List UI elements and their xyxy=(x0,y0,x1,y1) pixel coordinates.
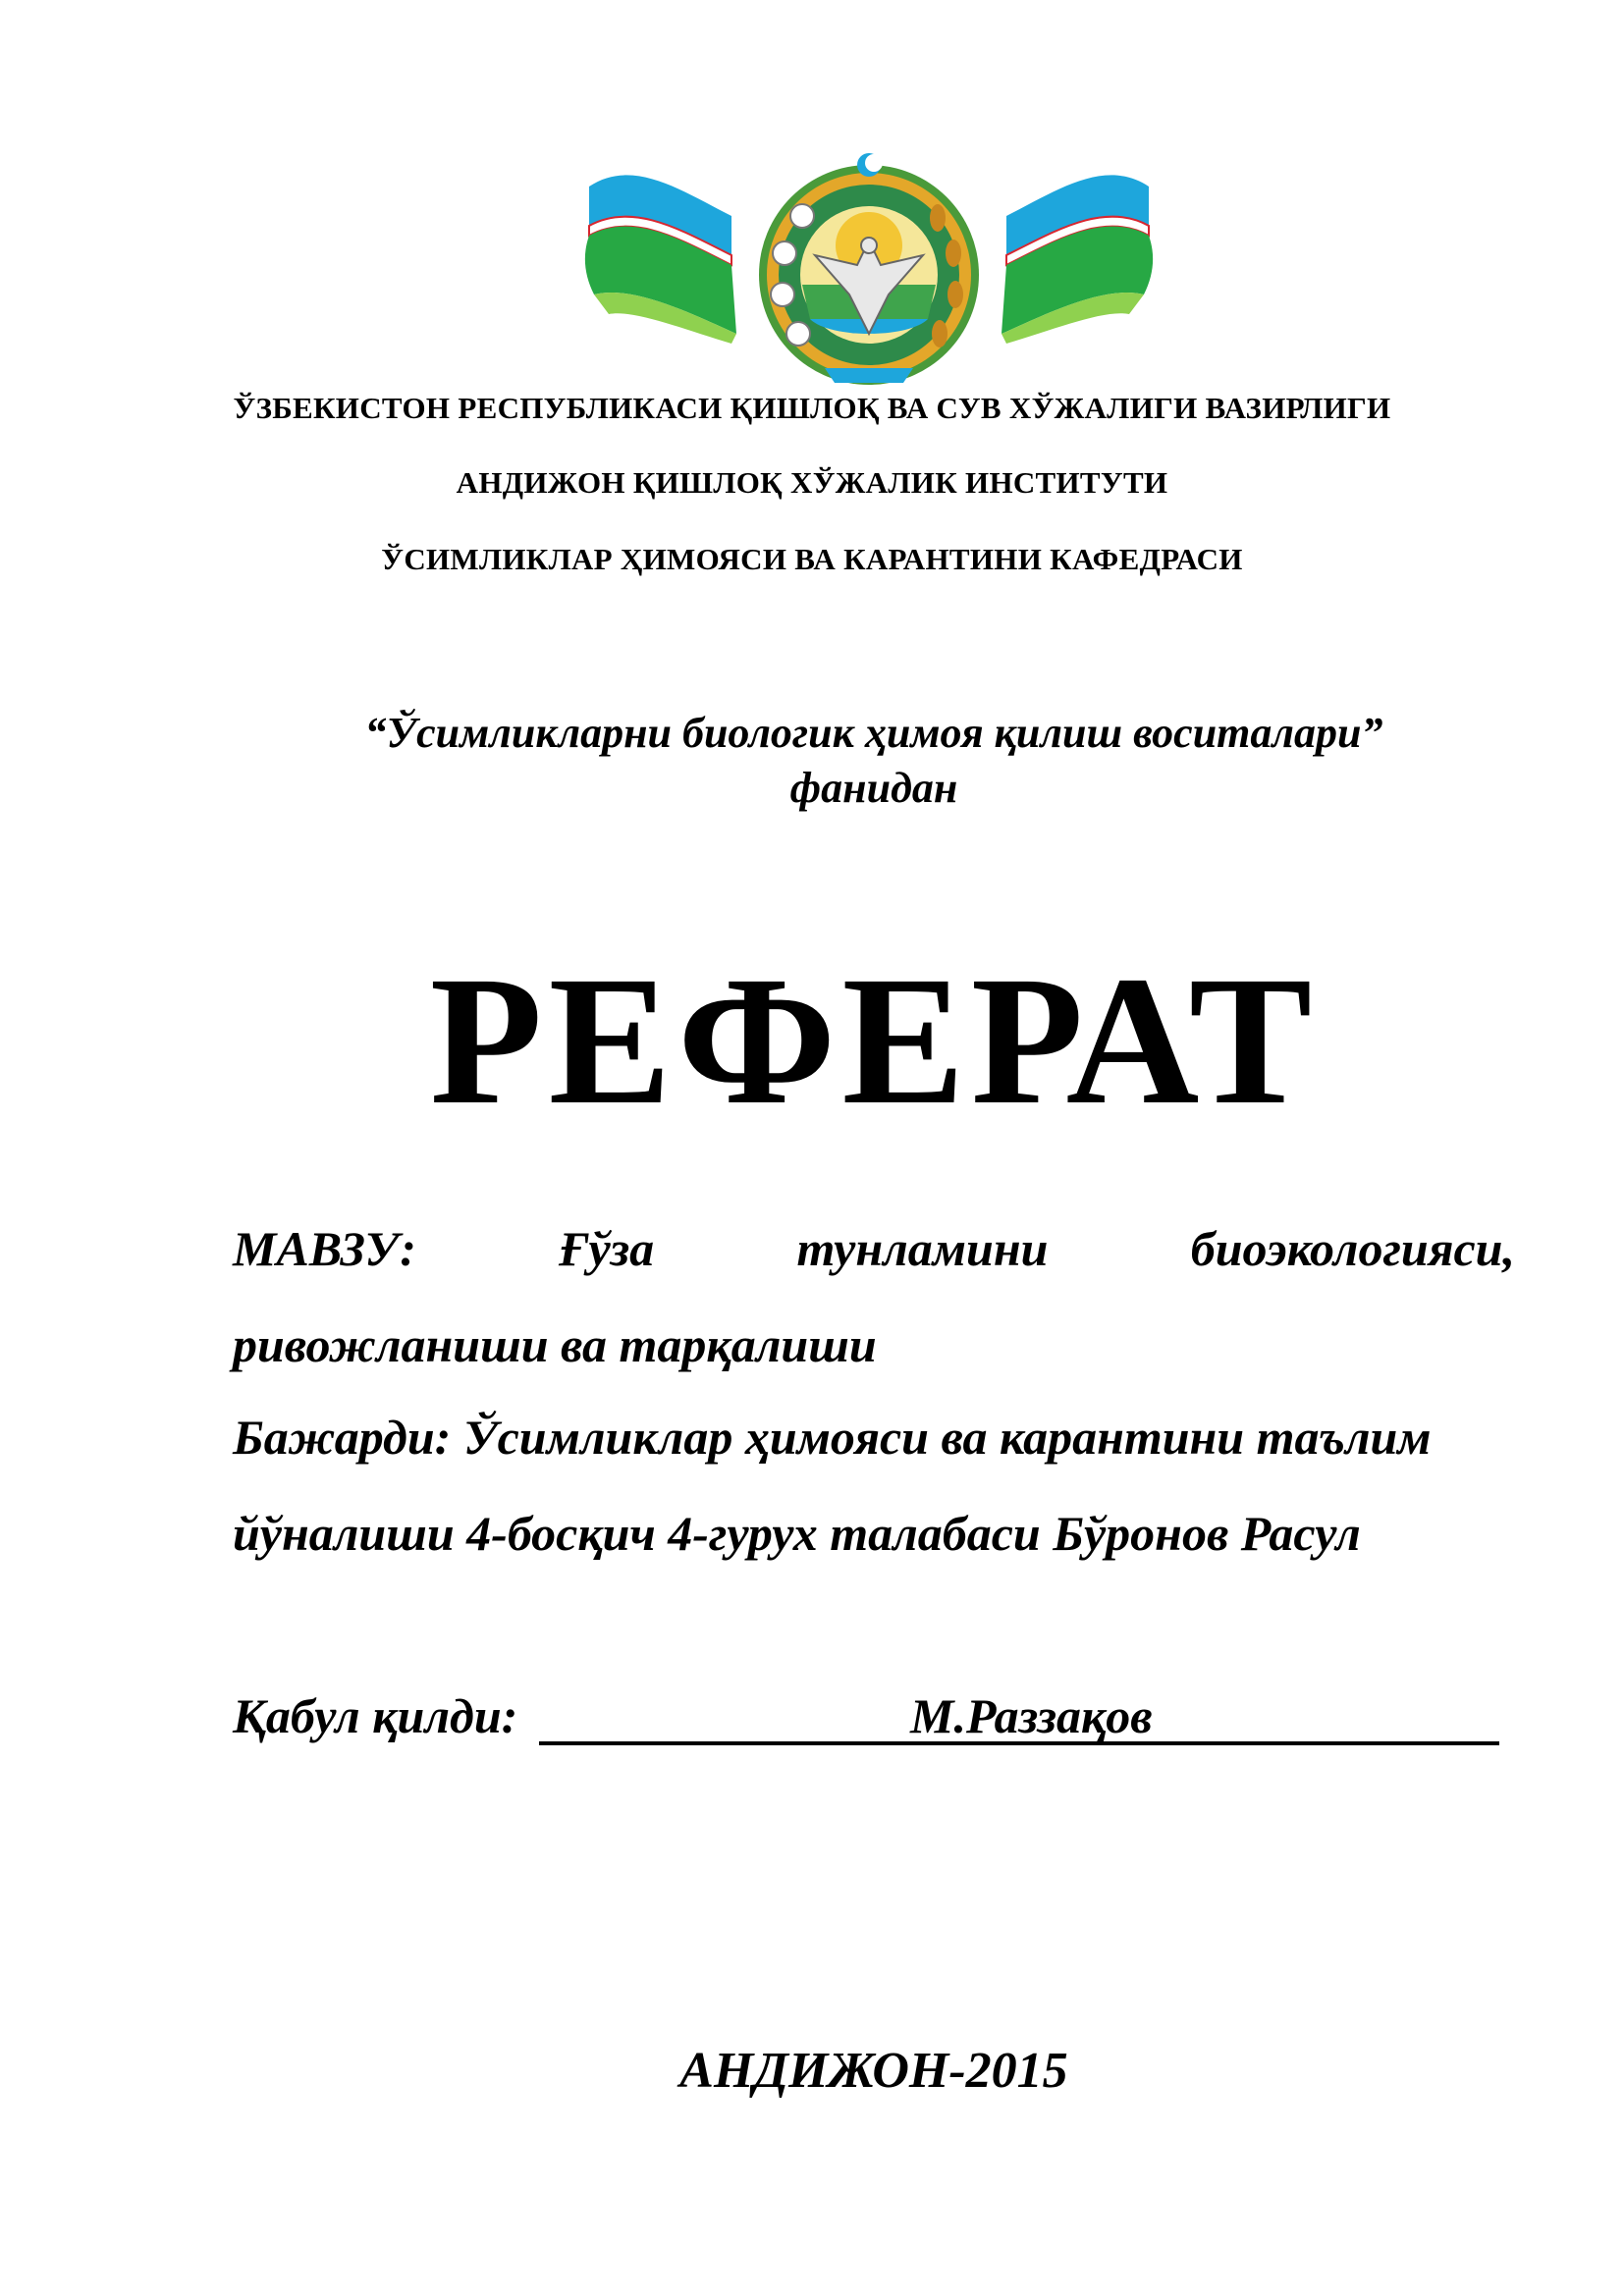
city-year: АНДИЖОН-2015 xyxy=(679,2043,1068,2099)
institute-title: АНДИЖОН ҚИШЛОҚ ХЎЖАЛИК ИНСТИТУТИ xyxy=(456,465,1168,500)
state-emblem xyxy=(574,147,1164,393)
topic-line-1 xyxy=(233,1217,1515,1280)
topic-word: Ғўза xyxy=(559,1221,655,1276)
course-subject-suffix: фанидан xyxy=(789,764,958,812)
topic-line-2: ривожланиши ва тарқалиши xyxy=(233,1317,877,1372)
topic-word: тунламини xyxy=(796,1221,1049,1276)
department-title: ЎСИМЛИКЛАР ҲИМОЯСИ ВА КАРАНТИНИ КАФЕДРАСИ xyxy=(381,542,1243,576)
topic-word: биоэкологияси, xyxy=(1190,1221,1515,1276)
uzbekistan-emblem-icon xyxy=(574,147,1164,393)
author-line-2: йўналиши 4-босқич 4-гурух талабаси Бўронов Расул xyxy=(233,1506,1361,1561)
accepted-by-name: М.Раззақов xyxy=(910,1688,1153,1743)
accepted-by-row xyxy=(233,1684,1499,1751)
ministry-title: ЎЗБЕКИСТОН РЕСПУБЛИКАСИ ҚИШЛОҚ ВА СУВ ХЎЖАЛИГИ ВАЗИРЛИГИ xyxy=(233,391,1391,425)
author-line-1: Бажарди: Ўсимликлар ҳимояси ва карантини таълим xyxy=(233,1410,1432,1465)
accepted-by-label: Қабул қилди: xyxy=(233,1688,518,1743)
topic-label: МАВЗУ: xyxy=(233,1221,416,1276)
document-type-title: РЕФЕРАТ xyxy=(429,937,1319,1143)
course-subject: “Ўсимликларни биологик ҳимоя қилиш воситалари” xyxy=(364,709,1383,757)
